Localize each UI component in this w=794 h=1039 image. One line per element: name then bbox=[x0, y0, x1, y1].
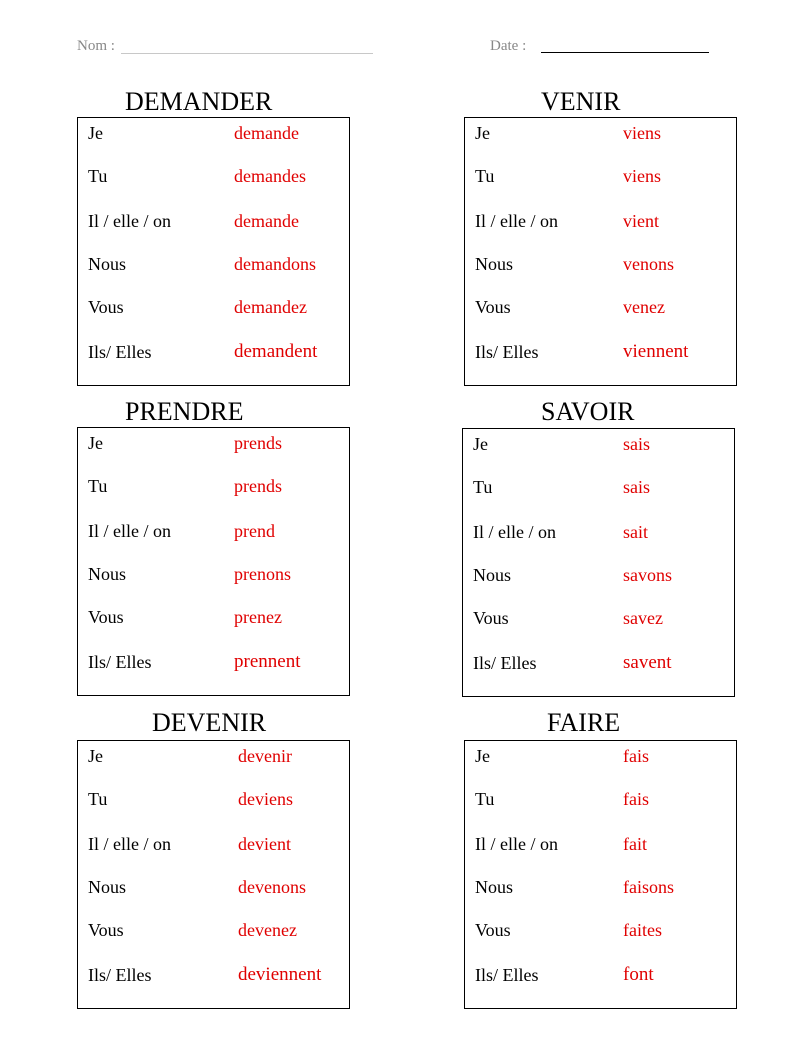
conjugation-table-venir bbox=[464, 117, 737, 386]
pronoun-label: Tu bbox=[475, 166, 495, 186]
conjugated-form: prenez bbox=[234, 607, 282, 627]
conjugated-form: prennent bbox=[234, 651, 301, 672]
conjugated-form: prend bbox=[234, 521, 275, 541]
conjugated-form: faisons bbox=[623, 877, 674, 897]
date-blank-line[interactable] bbox=[541, 52, 709, 53]
pronoun-label: Il / elle / on bbox=[475, 211, 558, 231]
conjugated-form: devenez bbox=[238, 920, 297, 940]
pronoun-label: Il / elle / on bbox=[473, 522, 556, 542]
conjugated-form: faites bbox=[623, 920, 662, 940]
conjugation-table-devenir bbox=[77, 740, 350, 1009]
conjugation-row bbox=[78, 295, 349, 319]
conjugated-form: devient bbox=[238, 834, 291, 854]
pronoun-label: Nous bbox=[475, 254, 514, 274]
date-label: Date : bbox=[490, 38, 527, 54]
conjugated-form: sais bbox=[623, 434, 650, 454]
conjugation-row bbox=[78, 832, 349, 856]
pronoun-label: Ils/ Elles bbox=[473, 653, 537, 673]
conjugation-row bbox=[463, 475, 734, 499]
conjugation-row bbox=[78, 252, 349, 276]
conjugation-row bbox=[463, 606, 734, 630]
conjugation-row bbox=[78, 121, 349, 145]
pronoun-label: Tu bbox=[473, 477, 493, 497]
conjugated-form: prenons bbox=[234, 564, 291, 584]
pronoun-label: Nous bbox=[88, 564, 127, 584]
conjugation-row bbox=[78, 340, 349, 364]
conjugated-form: savent bbox=[623, 652, 672, 673]
conjugation-row bbox=[465, 295, 736, 319]
conjugation-row bbox=[78, 963, 349, 987]
conjugated-form: demandons bbox=[234, 254, 316, 274]
conjugated-form: sais bbox=[623, 477, 650, 497]
pronoun-label: Nous bbox=[475, 877, 514, 897]
pronoun-label: Vous bbox=[88, 607, 124, 627]
conjugated-form: vient bbox=[623, 211, 659, 231]
conjugation-row bbox=[465, 252, 736, 276]
pronoun-label: Nous bbox=[88, 254, 127, 274]
pronoun-label: Vous bbox=[473, 608, 509, 628]
conjugated-form: viens bbox=[623, 123, 661, 143]
pronoun-label: Je bbox=[88, 123, 103, 143]
conjugation-row bbox=[465, 918, 736, 942]
conjugation-row bbox=[465, 744, 736, 768]
conjugated-form: devenons bbox=[238, 877, 306, 897]
conjugation-table-faire bbox=[464, 740, 737, 1009]
verb-title-demander: DEMANDER bbox=[125, 87, 273, 116]
pronoun-label: Je bbox=[88, 433, 103, 453]
verb-title-venir: VENIR bbox=[541, 87, 621, 116]
conjugated-form: deviennent bbox=[238, 964, 322, 985]
conjugation-row bbox=[78, 164, 349, 188]
conjugation-row bbox=[78, 650, 349, 674]
conjugation-row bbox=[463, 563, 734, 587]
conjugated-form: prends bbox=[234, 433, 282, 453]
name-label: Nom : bbox=[77, 38, 115, 54]
pronoun-label: Vous bbox=[475, 920, 511, 940]
conjugation-row bbox=[78, 744, 349, 768]
pronoun-label: Vous bbox=[88, 297, 124, 317]
conjugated-form: fais bbox=[623, 789, 649, 809]
conjugated-form: fais bbox=[623, 746, 649, 766]
pronoun-label: Nous bbox=[473, 565, 512, 585]
conjugated-form: savez bbox=[623, 608, 663, 628]
conjugation-row bbox=[78, 605, 349, 629]
pronoun-label: Je bbox=[473, 434, 488, 454]
pronoun-label: Ils/ Elles bbox=[475, 342, 539, 362]
conjugation-row bbox=[465, 832, 736, 856]
conjugation-row bbox=[465, 164, 736, 188]
conjugation-row bbox=[78, 875, 349, 899]
pronoun-label: Il / elle / on bbox=[88, 521, 171, 541]
conjugated-form: font bbox=[623, 964, 654, 985]
conjugation-row bbox=[78, 918, 349, 942]
conjugated-form: savons bbox=[623, 565, 672, 585]
conjugation-table-prendre bbox=[77, 427, 350, 696]
conjugation-row bbox=[78, 474, 349, 498]
pronoun-label: Vous bbox=[88, 920, 124, 940]
conjugation-row bbox=[78, 787, 349, 811]
conjugation-row bbox=[78, 519, 349, 543]
conjugation-row bbox=[78, 562, 349, 586]
conjugated-form: prends bbox=[234, 476, 282, 496]
verb-title-devenir: DEVENIR bbox=[152, 708, 267, 737]
conjugated-form: venons bbox=[623, 254, 674, 274]
verb-title-faire: FAIRE bbox=[547, 708, 621, 737]
verb-title-prendre: PRENDRE bbox=[125, 397, 244, 426]
conjugated-form: viens bbox=[623, 166, 661, 186]
conjugation-row bbox=[465, 875, 736, 899]
conjugation-row bbox=[465, 209, 736, 233]
pronoun-label: Tu bbox=[88, 476, 108, 496]
conjugated-form: devenir bbox=[238, 746, 292, 766]
pronoun-label: Je bbox=[88, 746, 103, 766]
pronoun-label: Il / elle / on bbox=[475, 834, 558, 854]
conjugation-table-savoir bbox=[462, 428, 735, 697]
conjugated-form: demande bbox=[234, 123, 299, 143]
conjugated-form: venez bbox=[623, 297, 665, 317]
pronoun-label: Vous bbox=[475, 297, 511, 317]
conjugation-row bbox=[465, 121, 736, 145]
pronoun-label: Tu bbox=[475, 789, 495, 809]
conjugation-row bbox=[463, 651, 734, 675]
pronoun-label: Je bbox=[475, 123, 490, 143]
conjugation-row bbox=[465, 787, 736, 811]
conjugation-row bbox=[465, 963, 736, 987]
conjugated-form: fait bbox=[623, 834, 647, 854]
conjugation-row bbox=[465, 340, 736, 364]
conjugated-form: viennent bbox=[623, 341, 689, 362]
pronoun-label: Tu bbox=[88, 789, 108, 809]
conjugated-form: demandent bbox=[234, 341, 318, 362]
pronoun-label: Nous bbox=[88, 877, 127, 897]
pronoun-label: Tu bbox=[88, 166, 108, 186]
name-blank-line[interactable] bbox=[121, 53, 373, 54]
conjugated-form: demande bbox=[234, 211, 299, 231]
conjugated-form: sait bbox=[623, 522, 648, 542]
conjugated-form: demandes bbox=[234, 166, 306, 186]
conjugation-table-demander bbox=[77, 117, 350, 386]
pronoun-label: Ils/ Elles bbox=[88, 965, 152, 985]
pronoun-label: Ils/ Elles bbox=[475, 965, 539, 985]
conjugation-row bbox=[463, 520, 734, 544]
verb-title-savoir: SAVOIR bbox=[541, 397, 635, 426]
pronoun-label: Il / elle / on bbox=[88, 834, 171, 854]
pronoun-label: Il / elle / on bbox=[88, 211, 171, 231]
conjugated-form: deviens bbox=[238, 789, 293, 809]
conjugation-row bbox=[463, 432, 734, 456]
conjugation-row bbox=[78, 209, 349, 233]
pronoun-label: Je bbox=[475, 746, 490, 766]
pronoun-label: Ils/ Elles bbox=[88, 342, 152, 362]
conjugation-row bbox=[78, 431, 349, 455]
conjugated-form: demandez bbox=[234, 297, 307, 317]
pronoun-label: Ils/ Elles bbox=[88, 652, 152, 672]
